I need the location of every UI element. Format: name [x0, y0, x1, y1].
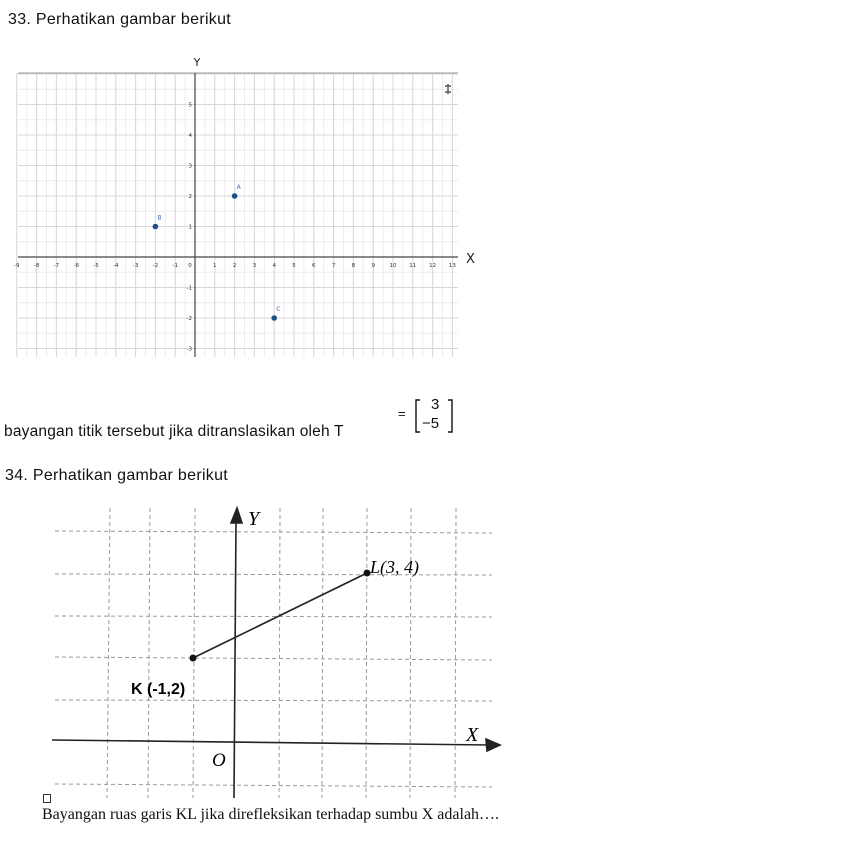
x-tick-label: 3	[252, 263, 257, 269]
point-label-C: C	[276, 306, 281, 313]
y-axis-arrow	[231, 508, 242, 523]
question-34-title: 34. Perhatikan gambar berikut	[5, 467, 229, 484]
axis-x-label: X	[466, 724, 479, 746]
x-tick-label: -6	[73, 263, 79, 269]
grid-lines	[55, 508, 492, 798]
axis-x-label: X	[466, 252, 475, 267]
x-tick-label: 9	[371, 263, 375, 269]
x-tick-label: 8	[351, 263, 356, 269]
vector-top: 3	[431, 396, 440, 413]
point-label-B: B	[157, 214, 162, 222]
x-tick-label: 10	[389, 263, 397, 269]
x-tick-label: -8	[33, 263, 40, 269]
y-axis	[234, 520, 236, 798]
axis-y-label: Y	[248, 508, 260, 530]
image-placeholder-icon	[43, 794, 51, 803]
x-tick-label: -5	[93, 263, 99, 269]
x-tick-label: 2	[232, 263, 237, 269]
x-tick-label: 4	[272, 263, 276, 269]
x-axis-arrow	[486, 739, 500, 751]
x-tick-label: -3	[132, 263, 139, 269]
axes	[52, 508, 500, 798]
x-tick-label: 5	[292, 263, 296, 269]
y-tick-label: 5	[188, 102, 192, 109]
point-label-A: A	[236, 184, 241, 191]
y-tick-label: 4	[188, 133, 192, 139]
x-tick-label: -9	[14, 263, 20, 269]
question-33-text: bayangan titik tersebut jika ditranslasikan oleh T	[4, 423, 344, 440]
x-tick-label: 6	[312, 263, 316, 269]
question-34-text: Bayangan ruas garis KL jika direfleksikan terhadap sumbu X adalah….	[42, 806, 500, 823]
label-K: K (-1,2)	[131, 681, 186, 698]
axis-y-label: Y	[193, 56, 201, 69]
x-tick-label: 13	[448, 263, 456, 269]
y-tick-label: 2	[188, 194, 192, 200]
x-tick-label: -1	[172, 263, 178, 269]
y-tick-label: 1	[188, 224, 192, 231]
x-tick-label: 7	[331, 263, 336, 269]
point-K	[190, 655, 197, 662]
y-tick-label: -2	[186, 316, 192, 322]
x-tick-label: 12	[429, 263, 437, 269]
x-tick-label: 1	[213, 263, 217, 269]
y-tick-label: -3	[186, 346, 192, 353]
y-tick-label: 3	[188, 163, 192, 170]
question-33-title: 33. Perhatikan gambar berikut	[8, 11, 232, 28]
x-axis	[52, 740, 490, 745]
label-L: L(3, 4)	[370, 557, 419, 577]
x-tick-label: 0	[188, 263, 192, 269]
origin-label: O	[212, 750, 226, 771]
y-tick-label: -1	[186, 285, 192, 292]
vector-bottom: −5	[422, 415, 440, 432]
vector-equals: =	[398, 406, 406, 421]
x-tick-label: -4	[113, 263, 119, 269]
x-tick-label: -2	[152, 263, 159, 269]
x-tick-label: 11	[409, 263, 417, 269]
x-tick-label: -7	[53, 263, 60, 269]
